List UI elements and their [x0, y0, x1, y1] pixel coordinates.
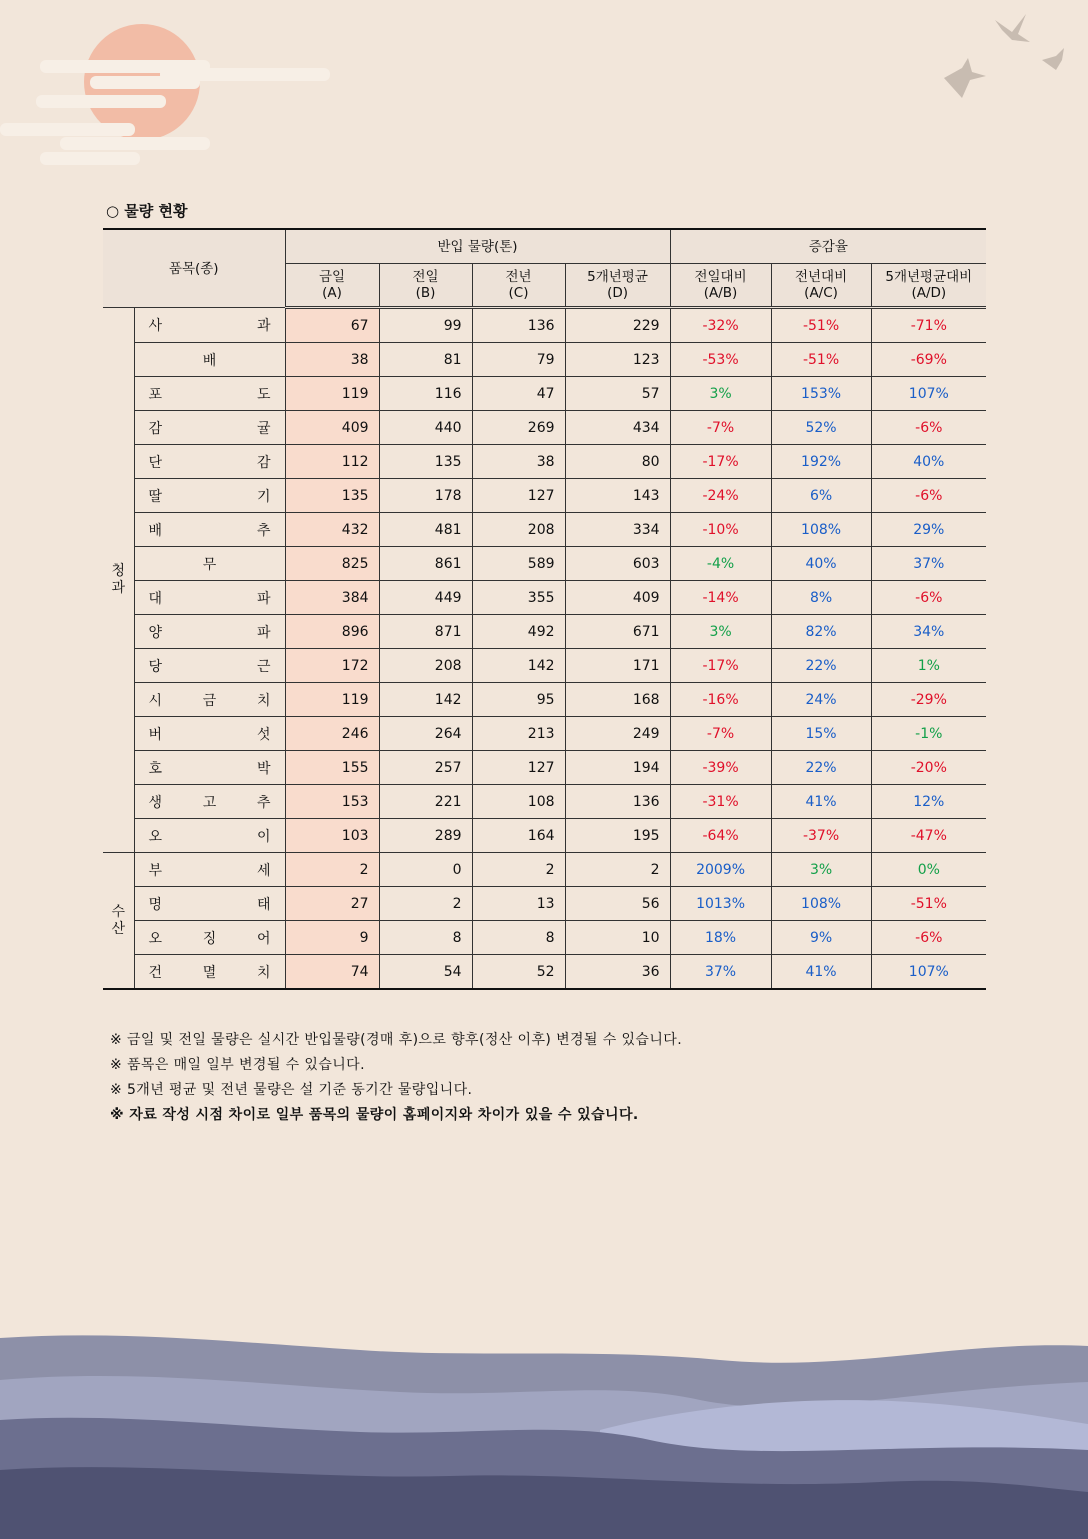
rate-ac-cell: 192%: [771, 445, 871, 479]
column-header-code: (A/D): [911, 285, 947, 301]
rate-ac-cell: 108%: [771, 513, 871, 547]
item-name-cell: [134, 751, 285, 785]
table-row: [103, 819, 986, 853]
item-name-cell: [134, 887, 285, 921]
volume-d-cell: 2: [565, 853, 670, 887]
item-name-char: 근: [256, 658, 271, 675]
volume-group-header: 반입 물량(톤): [285, 229, 670, 264]
item-column-header: 품목(종): [103, 229, 285, 308]
rate-ac-cell: -37%: [771, 819, 871, 853]
rate-ad-cell: 107%: [871, 377, 986, 411]
rate-ad-cell: -6%: [871, 411, 986, 445]
rate-ab-cell: 1013%: [670, 887, 771, 921]
birds-illustration: [944, 14, 1064, 98]
column-header-code: (A/C): [804, 285, 838, 301]
item-name-char: 징: [202, 930, 217, 947]
rate-ab-cell: 3%: [670, 615, 771, 649]
volume-d-cell: 57: [565, 377, 670, 411]
item-name-cell: [134, 547, 285, 581]
rate-ad-cell: 34%: [871, 615, 986, 649]
section-title: ○ 물량 현황: [106, 202, 188, 220]
table-row: [103, 615, 986, 649]
rate-ac-cell: 82%: [771, 615, 871, 649]
rate-ab-cell: -14%: [670, 581, 771, 615]
volume-b-cell: 116: [379, 377, 472, 411]
volume-a-cell: 27: [285, 887, 379, 921]
volume-a-cell: 246: [285, 717, 379, 751]
volume-b-cell: 2: [379, 887, 472, 921]
item-name-char: 멸: [202, 964, 217, 981]
volume-c-cell: 2: [472, 853, 565, 887]
rate-ab-cell: 2009%: [670, 853, 771, 887]
rate-ab-cell: -31%: [670, 785, 771, 819]
item-name-char: 기: [256, 488, 271, 505]
table-row: [103, 683, 986, 717]
table-row: [103, 377, 986, 411]
item-name-char: 과: [256, 318, 271, 334]
volume-b-cell: 178: [379, 479, 472, 513]
item-name-char: 배: [148, 522, 163, 539]
volume-b-cell: 221: [379, 785, 472, 819]
column-header-label: 5개년평균대비: [885, 269, 973, 285]
rate-ab-cell: -53%: [670, 343, 771, 377]
rate-ab-cell: -7%: [670, 717, 771, 751]
volume-c-cell: 79: [472, 343, 565, 377]
rate-ab-cell: -4%: [670, 547, 771, 581]
column-header-label: 전년: [505, 269, 532, 285]
table-row: [103, 853, 986, 887]
rate-ac-cell: -51%: [771, 308, 871, 343]
volume-a-cell: 153: [285, 785, 379, 819]
volume-c-cell: 127: [472, 751, 565, 785]
item-name-char: 당: [148, 658, 163, 675]
item-name-cell: [134, 445, 285, 479]
item-name-char: 부: [148, 862, 163, 879]
volume-c-cell: 13: [472, 887, 565, 921]
item-name-char: 딸: [148, 488, 163, 505]
volume-a-cell: 896: [285, 615, 379, 649]
column-header-code: (D): [607, 285, 628, 301]
item-name-char: 금: [202, 692, 217, 709]
category-label: 수산: [111, 903, 126, 937]
table-row: [103, 785, 986, 819]
item-name-char: 파: [256, 624, 271, 641]
volume-d-cell: 671: [565, 615, 670, 649]
item-name-char: 버: [148, 726, 163, 743]
item-name-char: 양: [148, 624, 163, 641]
column-header-code: (A): [322, 285, 342, 301]
note-1: ※ 금일 및 전일 물량은 실시간 반입물량(경매 후)으로 향후(정산 이후) 변경될 수 있습니다.: [110, 1032, 683, 1048]
item-name-cell: [134, 308, 285, 343]
volume-a-cell: 9: [285, 921, 379, 955]
volume-c-cell: 108: [472, 785, 565, 819]
volume-d-cell: 229: [565, 308, 670, 343]
column-header: [285, 264, 379, 308]
volume-c-cell: 47: [472, 377, 565, 411]
item-name-char: 호: [148, 760, 163, 777]
rate-ab-cell: -64%: [670, 819, 771, 853]
volume-a-cell: 119: [285, 683, 379, 717]
rate-ad-cell: -1%: [871, 717, 986, 751]
volume-c-cell: 213: [472, 717, 565, 751]
rate-ac-cell: 15%: [771, 717, 871, 751]
rate-ac-cell: 40%: [771, 547, 871, 581]
column-header-label: 전일대비: [694, 269, 747, 285]
item-name-cell: [134, 343, 285, 377]
rate-ab-cell: -32%: [670, 308, 771, 343]
volume-d-cell: 171: [565, 649, 670, 683]
rate-ac-cell: 22%: [771, 751, 871, 785]
column-header: [670, 264, 771, 308]
volume-table: [103, 228, 986, 990]
note-2: ※ 품목은 매일 일부 변경될 수 있습니다.: [110, 1057, 365, 1073]
volume-c-cell: 8: [472, 921, 565, 955]
note-4: ※ 자료 작성 시점 차이로 일부 품목의 물량이 홈페이지와 차이가 있을 수 있습니다.: [110, 1107, 639, 1123]
item-name-char: 감: [256, 454, 271, 471]
table-row: [103, 445, 986, 479]
volume-b-cell: 871: [379, 615, 472, 649]
item-name-char: 추: [256, 522, 271, 539]
item-name-char: 배: [202, 352, 217, 369]
hills-illustration: [0, 1320, 1088, 1539]
item-name-char: 도: [256, 386, 271, 403]
item-name-char: 사: [148, 318, 163, 334]
volume-b-cell: 135: [379, 445, 472, 479]
volume-b-cell: 861: [379, 547, 472, 581]
volume-b-cell: 54: [379, 955, 472, 990]
column-header-label: 전일: [412, 269, 439, 285]
volume-d-cell: 334: [565, 513, 670, 547]
item-name-char: 박: [256, 760, 271, 777]
volume-a-cell: 112: [285, 445, 379, 479]
rate-ad-cell: 12%: [871, 785, 986, 819]
rate-ac-cell: 41%: [771, 955, 871, 990]
volume-b-cell: 0: [379, 853, 472, 887]
table-row: [103, 581, 986, 615]
rate-ad-cell: -69%: [871, 343, 986, 377]
table-row: [103, 479, 986, 513]
item-name-char: 섯: [256, 726, 271, 743]
item-name-char: 단: [148, 454, 163, 471]
item-name-char: 치: [256, 692, 271, 709]
volume-b-cell: 289: [379, 819, 472, 853]
item-name-char: 오: [148, 930, 163, 947]
volume-b-cell: 8: [379, 921, 472, 955]
volume-a-cell: 67: [285, 308, 379, 343]
rate-ad-cell: 1%: [871, 649, 986, 683]
rate-ad-cell: 0%: [871, 853, 986, 887]
column-header: [871, 264, 986, 308]
volume-a-cell: 409: [285, 411, 379, 445]
rate-ad-cell: 29%: [871, 513, 986, 547]
volume-d-cell: 80: [565, 445, 670, 479]
volume-d-cell: 123: [565, 343, 670, 377]
notes: [110, 1028, 682, 1128]
item-name-char: 건: [148, 964, 163, 981]
item-name-cell: [134, 683, 285, 717]
item-name-cell: [134, 581, 285, 615]
item-name-char: 귤: [256, 420, 271, 437]
table-row: [103, 513, 986, 547]
column-header-label: 금일: [318, 269, 346, 285]
volume-c-cell: 52: [472, 955, 565, 990]
note-3: ※ 5개년 평균 및 전년 물량은 설 기준 동기간 물량입니다.: [110, 1082, 473, 1098]
item-name-char: 감: [148, 420, 163, 437]
item-name-char: 세: [256, 862, 271, 879]
volume-c-cell: 38: [472, 445, 565, 479]
column-header: [379, 264, 472, 308]
volume-d-cell: 194: [565, 751, 670, 785]
volume-c-cell: 208: [472, 513, 565, 547]
rate-ad-cell: 37%: [871, 547, 986, 581]
rate-ab-cell: -16%: [670, 683, 771, 717]
item-name-char: 추: [256, 794, 271, 811]
item-name-char: 태: [256, 896, 271, 913]
table-row: [103, 411, 986, 445]
item-name-cell: [134, 819, 285, 853]
volume-d-cell: 249: [565, 717, 670, 751]
rate-ac-cell: 153%: [771, 377, 871, 411]
item-name-char: 포: [148, 386, 163, 403]
rate-ac-cell: 41%: [771, 785, 871, 819]
item-name-char: 치: [256, 964, 271, 981]
volume-c-cell: 136: [472, 308, 565, 343]
rate-ad-cell: -47%: [871, 819, 986, 853]
volume-c-cell: 95: [472, 683, 565, 717]
rate-ac-cell: 22%: [771, 649, 871, 683]
table-row: [103, 343, 986, 377]
rate-ad-cell: -29%: [871, 683, 986, 717]
rate-ab-cell: 37%: [670, 955, 771, 990]
volume-a-cell: 74: [285, 955, 379, 990]
volume-b-cell: 264: [379, 717, 472, 751]
rate-ab-cell: 3%: [670, 377, 771, 411]
column-header-code: (A/B): [703, 285, 738, 301]
rate-ab-cell: 18%: [670, 921, 771, 955]
volume-c-cell: 269: [472, 411, 565, 445]
volume-b-cell: 208: [379, 649, 472, 683]
rate-ab-cell: -10%: [670, 513, 771, 547]
category-label: 청과: [111, 563, 126, 596]
item-name-char: 무: [202, 556, 217, 573]
volume-c-cell: 127: [472, 479, 565, 513]
item-name-cell: [134, 785, 285, 819]
volume-b-cell: 257: [379, 751, 472, 785]
column-header: [771, 264, 871, 308]
table-row: [103, 887, 986, 921]
volume-a-cell: 38: [285, 343, 379, 377]
item-name-char: 시: [148, 692, 163, 709]
rate-ad-cell: -51%: [871, 887, 986, 921]
volume-a-cell: 155: [285, 751, 379, 785]
item-name-char: 고: [202, 794, 217, 811]
volume-a-cell: 103: [285, 819, 379, 853]
item-name-cell: [134, 921, 285, 955]
volume-a-cell: 2: [285, 853, 379, 887]
rate-ad-cell: 40%: [871, 445, 986, 479]
volume-d-cell: 143: [565, 479, 670, 513]
rate-ac-cell: 108%: [771, 887, 871, 921]
item-name-char: 오: [148, 828, 163, 845]
rate-ac-cell: 52%: [771, 411, 871, 445]
rate-ab-cell: -24%: [670, 479, 771, 513]
rate-ac-cell: 8%: [771, 581, 871, 615]
column-header-code: (C): [508, 285, 529, 301]
column-header: [472, 264, 565, 308]
column-header-label: 5개년평균: [587, 269, 648, 285]
volume-b-cell: 481: [379, 513, 472, 547]
rate-ad-cell: -6%: [871, 581, 986, 615]
rate-ab-cell: -17%: [670, 445, 771, 479]
item-name-cell: [134, 513, 285, 547]
item-name-cell: [134, 717, 285, 751]
header-decoration: [0, 0, 1088, 180]
table-row: [103, 547, 986, 581]
rate-ad-cell: 107%: [871, 955, 986, 990]
volume-c-cell: 492: [472, 615, 565, 649]
rate-ab-cell: -7%: [670, 411, 771, 445]
volume-c-cell: 355: [472, 581, 565, 615]
volume-c-cell: 589: [472, 547, 565, 581]
item-name-cell: [134, 615, 285, 649]
volume-b-cell: 142: [379, 683, 472, 717]
item-name-cell: [134, 479, 285, 513]
item-name-cell: [134, 649, 285, 683]
volume-a-cell: 135: [285, 479, 379, 513]
volume-d-cell: 56: [565, 887, 670, 921]
item-name-char: 명: [148, 896, 163, 913]
volume-a-cell: 432: [285, 513, 379, 547]
table-row: [103, 955, 986, 990]
table-row: [103, 717, 986, 751]
volume-a-cell: 825: [285, 547, 379, 581]
volume-d-cell: 36: [565, 955, 670, 990]
item-name-cell: [134, 411, 285, 445]
volume-a-cell: 384: [285, 581, 379, 615]
item-name-char: 어: [256, 930, 271, 947]
item-name-char: 대: [148, 590, 163, 607]
table-row: [103, 751, 986, 785]
volume-d-cell: 603: [565, 547, 670, 581]
volume-d-cell: 434: [565, 411, 670, 445]
volume-d-cell: 168: [565, 683, 670, 717]
item-name-char: 파: [256, 590, 271, 607]
column-header-label: 전년대비: [794, 269, 848, 285]
item-name-char: 생: [148, 794, 163, 811]
column-header: [565, 264, 670, 308]
category-cell: [103, 308, 134, 853]
volume-d-cell: 195: [565, 819, 670, 853]
item-name-cell: [134, 955, 285, 990]
volume-a-cell: 119: [285, 377, 379, 411]
volume-b-cell: 81: [379, 343, 472, 377]
rate-ac-cell: 24%: [771, 683, 871, 717]
item-name-cell: [134, 853, 285, 887]
rate-group-header: 증감율: [670, 229, 986, 264]
rate-ad-cell: -20%: [871, 751, 986, 785]
table-row: [103, 308, 986, 343]
category-cell: [103, 853, 134, 990]
item-name-cell: [134, 377, 285, 411]
item-name-char: 이: [256, 828, 271, 845]
volume-d-cell: 136: [565, 785, 670, 819]
rate-ac-cell: 6%: [771, 479, 871, 513]
rate-ac-cell: -51%: [771, 343, 871, 377]
rate-ad-cell: -6%: [871, 921, 986, 955]
volume-a-cell: 172: [285, 649, 379, 683]
rate-ad-cell: -6%: [871, 479, 986, 513]
rate-ac-cell: 9%: [771, 921, 871, 955]
volume-b-cell: 449: [379, 581, 472, 615]
volume-b-cell: 99: [379, 308, 472, 343]
rate-ac-cell: 3%: [771, 853, 871, 887]
volume-d-cell: 409: [565, 581, 670, 615]
rate-ad-cell: -71%: [871, 308, 986, 343]
volume-b-cell: 440: [379, 411, 472, 445]
volume-d-cell: 10: [565, 921, 670, 955]
rate-ab-cell: -17%: [670, 649, 771, 683]
volume-c-cell: 164: [472, 819, 565, 853]
rate-ab-cell: -39%: [670, 751, 771, 785]
column-header-code: (B): [415, 285, 436, 301]
table-row: [103, 921, 986, 955]
table-row: [103, 649, 986, 683]
volume-c-cell: 142: [472, 649, 565, 683]
